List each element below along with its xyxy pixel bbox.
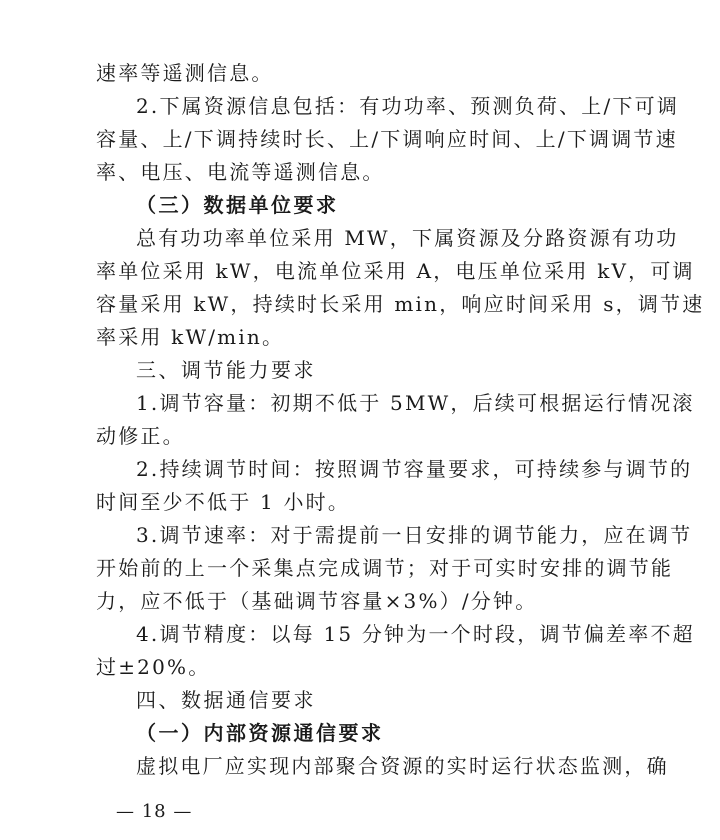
- section-heading: （一）内部资源通信要求: [136, 721, 384, 745]
- text-line: 率单位采用 kW，电流单位采用 A，电压单位采用 kV，可调: [96, 259, 695, 283]
- text-line: 容量、上/下调持续时长、上/下调响应时间、上/下调调节速: [96, 127, 678, 151]
- section-heading: 四、数据通信要求: [136, 688, 316, 712]
- text-line: 过±20%。: [96, 655, 211, 679]
- text-line: 率采用 kW/min。: [96, 325, 285, 349]
- text-line: 时间至少不低于 1 小时。: [96, 490, 351, 514]
- page-number: — 18 —: [116, 801, 193, 822]
- text-line: 1.调节容量：初期不低于 5MW，后续可根据运行情况滚: [136, 391, 695, 415]
- text-line: 2.下属资源信息包括：有功功率、预测负荷、上/下可调: [136, 94, 680, 118]
- text-line: 2.持续调节时间：按照调节容量要求，可持续参与调节的: [136, 457, 693, 481]
- text-line: 动修正。: [96, 424, 185, 448]
- section-heading: （三）数据单位要求: [136, 193, 339, 217]
- text-line: 4.调节精度：以每 15 分钟为一个时段，调节偏差率不超: [136, 622, 695, 646]
- text-line: 力，应不低于（基础调节容量×3%）/分钟。: [96, 589, 538, 613]
- text-line: 开始前的上一个采集点完成调节；对于可实时安排的调节能: [96, 556, 674, 580]
- text-line: 容量采用 kW，持续时长采用 min，响应时间采用 s，调节速: [96, 292, 705, 316]
- text-line: 虚拟电厂应实现内部聚合资源的实时运行状态监测，确: [136, 754, 669, 778]
- text-line: 总有功功率单位采用 MW，下属资源及分路资源有功功: [136, 226, 679, 250]
- text-line: 率、电压、电流等遥测信息。: [96, 160, 385, 184]
- section-heading: 三、调节能力要求: [136, 358, 316, 382]
- text-line: 速率等遥测信息。: [96, 61, 274, 85]
- text-line: 3.调节速率：对于需提前一日安排的调节能力，应在调节: [136, 523, 693, 547]
